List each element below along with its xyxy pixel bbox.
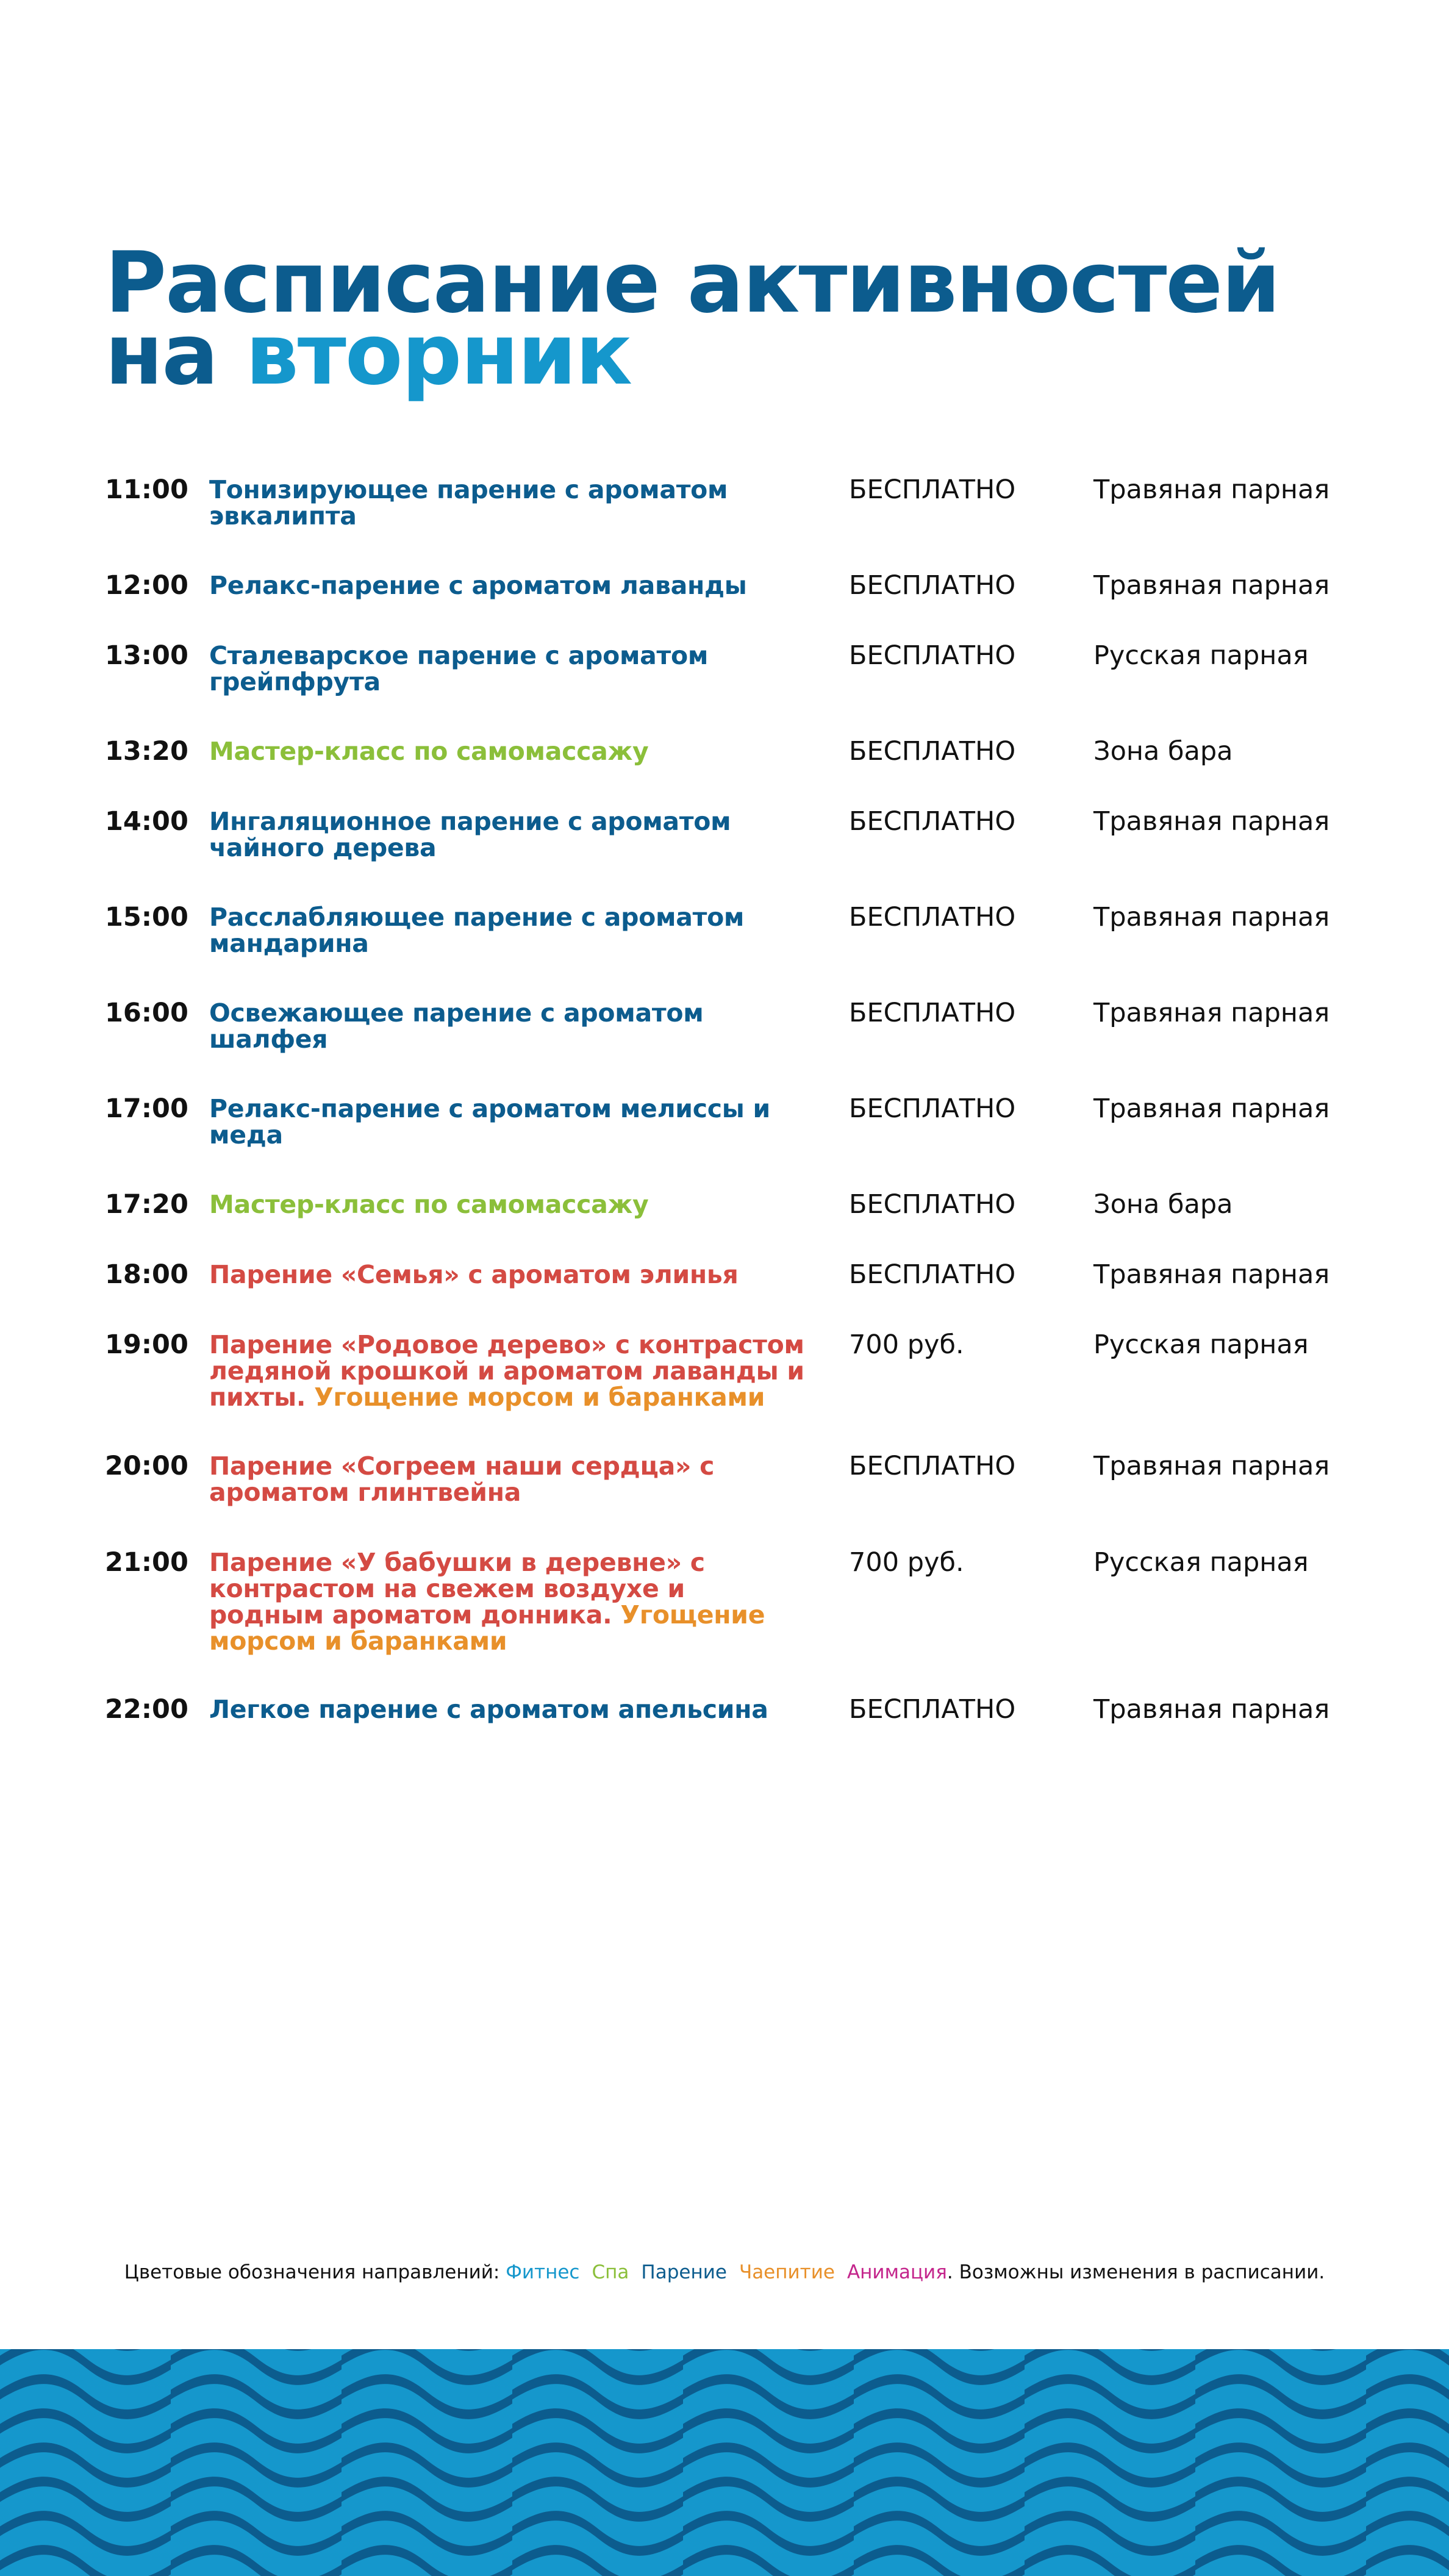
row-time: 17:00 [105,1093,188,1124]
title-line-1: Расписание активностей [105,234,1279,332]
row-time: 21:00 [105,1547,188,1578]
legend-suffix: . Возможны изменения в расписании. [946,2261,1325,2283]
row-price: БЕСПЛАТНО [849,1451,1016,1481]
row-price: БЕСПЛАТНО [849,1189,1016,1220]
row-price: БЕСПЛАТНО [849,1694,1016,1725]
row-activity [209,1550,807,1655]
color-legend [0,2261,1449,2283]
row-activity [209,477,807,529]
legend-parenie: Парение [641,2261,727,2283]
legend-tea: Чаепитие [739,2261,835,2283]
row-activity [209,904,807,957]
row-time: 18:00 [105,1259,188,1290]
wave-pattern-footer [0,2349,1449,2576]
row-price: БЕСПЛАТНО [849,998,1016,1028]
row-time: 19:00 [105,1329,188,1360]
row-activity [209,573,807,599]
row-activity-name: Релакс-парение с ароматом мелиссы и меда [209,1094,770,1150]
row-activity-name: Парение «У бабушки в деревне» с контрастом на свежем воздухе и родным ароматом донника. [209,1548,705,1630]
row-place: Русская парная [1093,1547,1309,1578]
row-activity-name: Парение «Семья» с ароматом элинья [209,1260,739,1289]
row-activity-name: Тонизирующее парение с ароматом эвкалипта [209,475,728,531]
title-line-2-prefix: на [105,306,246,404]
row-price: БЕСПЛАТНО [849,1093,1016,1124]
row-place: Травяная парная [1093,1451,1330,1481]
row-place: Травяная парная [1093,570,1330,601]
row-activity [209,1332,807,1411]
row-place: Травяная парная [1093,902,1330,932]
row-activity-name: Ингаляционное парение с ароматом чайного дерева [209,807,731,862]
title-line-2-accent: вторник [245,306,632,404]
legend-fitness: Фитнес [506,2261,580,2283]
row-place: Травяная парная [1093,1259,1330,1290]
row-place: Русская парная [1093,640,1309,671]
row-price: БЕСПЛАТНО [849,806,1016,837]
row-price: 700 руб. [849,1547,964,1578]
row-price: БЕСПЛАТНО [849,902,1016,932]
row-time: 15:00 [105,902,188,932]
row-activity-name: Мастер-класс по самомассажу [209,737,649,766]
row-place: Травяная парная [1093,998,1330,1028]
row-price: БЕСПЛАТНО [849,474,1016,505]
row-place: Травяная парная [1093,474,1330,505]
row-price: БЕСПЛАТНО [849,736,1016,767]
row-place: Зона бара [1093,1189,1233,1220]
row-activity-name: Парение «Согреем наши сердца» с ароматом глинтвейна [209,1451,715,1507]
row-place: Травяная парная [1093,1694,1330,1725]
row-activity-name: Релакс-парение с ароматом лаванды [209,571,747,600]
row-time: 11:00 [105,474,188,505]
row-activity [209,1453,807,1506]
page-title [105,234,1279,404]
row-activity-extra: Угощение морсом и баранками [209,1600,765,1656]
row-price: БЕСПЛАТНО [849,1259,1016,1290]
row-activity-name: Парение «Родовое дерево» с контрастом ледяной крошкой и ароматом лаванды и пихты. [209,1330,804,1412]
row-activity [209,809,807,861]
wave-pattern-icon [0,2349,1449,2576]
row-activity-name: Освежающее парение с ароматом шалфея [209,998,704,1054]
row-activity [209,1000,807,1053]
row-place: Зона бара [1093,736,1233,767]
row-time: 14:00 [105,806,188,837]
row-activity-name: Мастер-класс по самомассажу [209,1190,649,1219]
row-activity-name: Сталеварское парение с ароматом грейпфрута [209,641,709,696]
row-place: Травяная парная [1093,1093,1330,1124]
row-activity-extra: Угощение морсом и баранками [314,1383,765,1412]
row-activity [209,1697,807,1723]
row-activity [209,1192,807,1218]
row-time: 13:00 [105,640,188,671]
row-activity-name: Расслабляющее парение с ароматом мандарина [209,903,745,958]
legend-spa: Спа [592,2261,629,2283]
legend-prefix: Цветовые обозначения направлений: [124,2261,506,2283]
row-price: БЕСПЛАТНО [849,640,1016,671]
row-price: БЕСПЛАТНО [849,570,1016,601]
row-time: 22:00 [105,1694,188,1725]
row-activity [209,739,807,765]
row-activity [209,1096,807,1148]
row-activity-name: Легкое парение с ароматом апельсина [209,1695,768,1724]
row-time: 16:00 [105,998,188,1028]
row-activity [209,643,807,695]
legend-animation: Анимация [846,2261,947,2283]
row-place: Русская парная [1093,1329,1309,1360]
row-time: 12:00 [105,570,188,601]
row-price: 700 руб. [849,1329,964,1360]
row-time: 20:00 [105,1451,188,1481]
row-place: Травяная парная [1093,806,1330,837]
row-activity [209,1262,807,1288]
row-time: 17:20 [105,1189,188,1220]
row-time: 13:20 [105,736,188,767]
